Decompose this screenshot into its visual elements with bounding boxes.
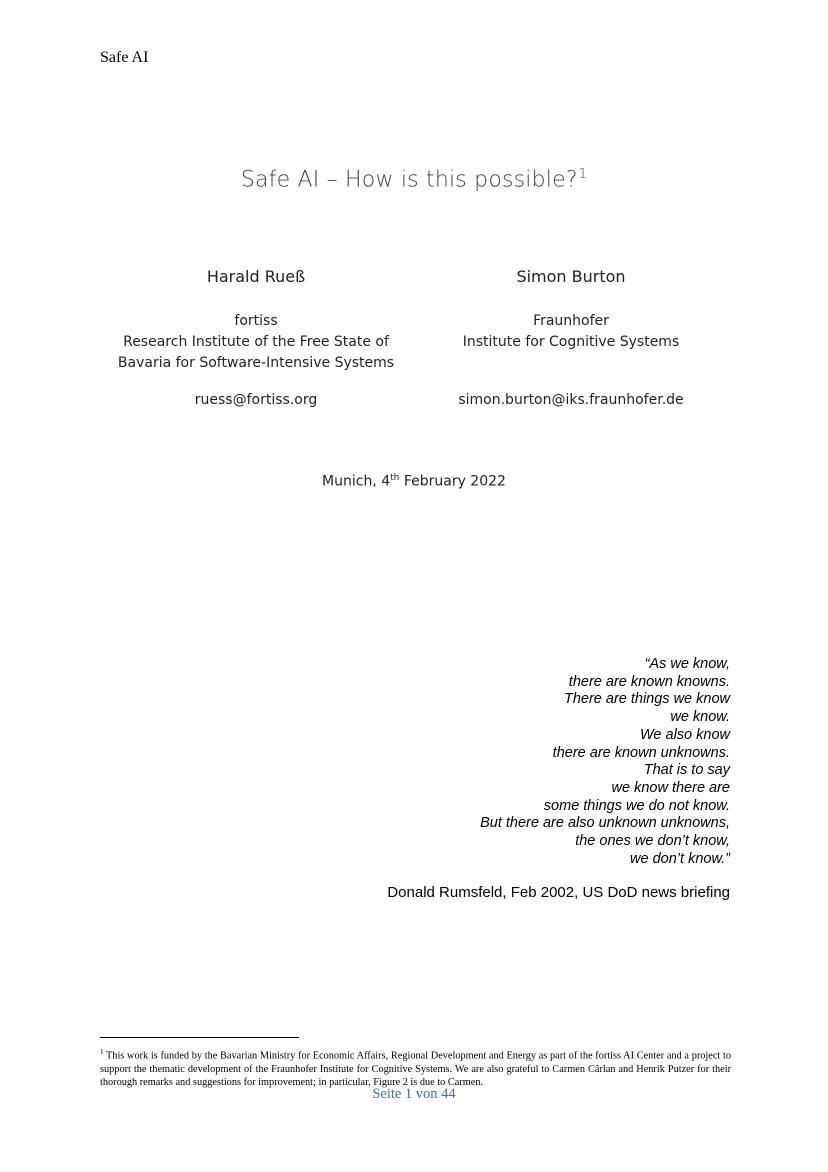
affiliation-line: Fraunhofer: [533, 313, 609, 329]
quote-line: we know there are: [611, 779, 730, 796]
author-affiliation: [106, 311, 406, 374]
author-affiliation: [421, 311, 721, 353]
affiliation-line: Institute for Cognitive Systems: [462, 334, 680, 350]
quote-line: we know.: [670, 709, 730, 726]
epigraph-source: Donald Rumsfeld, Feb 2002, US DoD news briefing: [387, 884, 730, 901]
quote-line: some things we do not know.: [543, 797, 730, 814]
quote-line: We also know: [640, 726, 730, 743]
quote-line: There are things we know: [563, 691, 730, 708]
quote-line: “As we know,: [644, 656, 730, 672]
affiliation-line: Bavaria for Software-Intensive Systems: [117, 355, 395, 371]
author-email[interactable]: ruess@fortiss.org: [194, 392, 318, 408]
author-name: Simon Burton: [516, 267, 626, 286]
footnote-mark: 1: [100, 1048, 104, 1056]
date-ordinal: th: [390, 473, 400, 483]
date-rest: February 2022: [399, 473, 506, 490]
epigraph-quote: [480, 656, 730, 868]
page-title: [0, 167, 828, 192]
title-footnote-mark[interactable]: 1: [578, 167, 588, 182]
author-email[interactable]: simon.burton@iks.fraunhofer.de: [458, 392, 684, 408]
quote-line: we don’t know.”: [630, 850, 730, 867]
quote-line: That is to say: [643, 762, 730, 779]
page-number: Seite 1 von 44: [372, 1086, 456, 1102]
date-place: Munich, 4: [322, 473, 391, 490]
affiliation-line: Research Institute of the Free State of: [123, 334, 389, 350]
author-name: Harald Rueß: [206, 267, 306, 286]
title-text: Safe AI – How is this possible?: [240, 167, 578, 193]
footnote-divider: [100, 1037, 299, 1038]
affiliation-line: fortiss: [234, 313, 278, 329]
document-date: [0, 473, 828, 490]
footnote: [100, 1046, 731, 1089]
quote-line: the ones we don’t know,: [575, 833, 730, 850]
quote-line: there are known unknowns.: [552, 744, 730, 761]
footnote-text: This work is funded by the Bavarian Ministry for Economic Affairs, Regional Development and Energy as part of the fortiss AI Center and a project to support the thematic development of the Fraunhofer Institute for Cognitive Systems. We are also grateful to Carmen Cârlan and Henrik Putzer for their thorough remarks and suggestions for improvement; in particular, Figure 2 is due to Carmen.: [100, 1050, 731, 1088]
quote-line: But there are also unknown unknowns,: [480, 815, 730, 832]
running-header: Safe AI: [100, 49, 149, 66]
quote-line: there are known knowns.: [568, 673, 730, 690]
